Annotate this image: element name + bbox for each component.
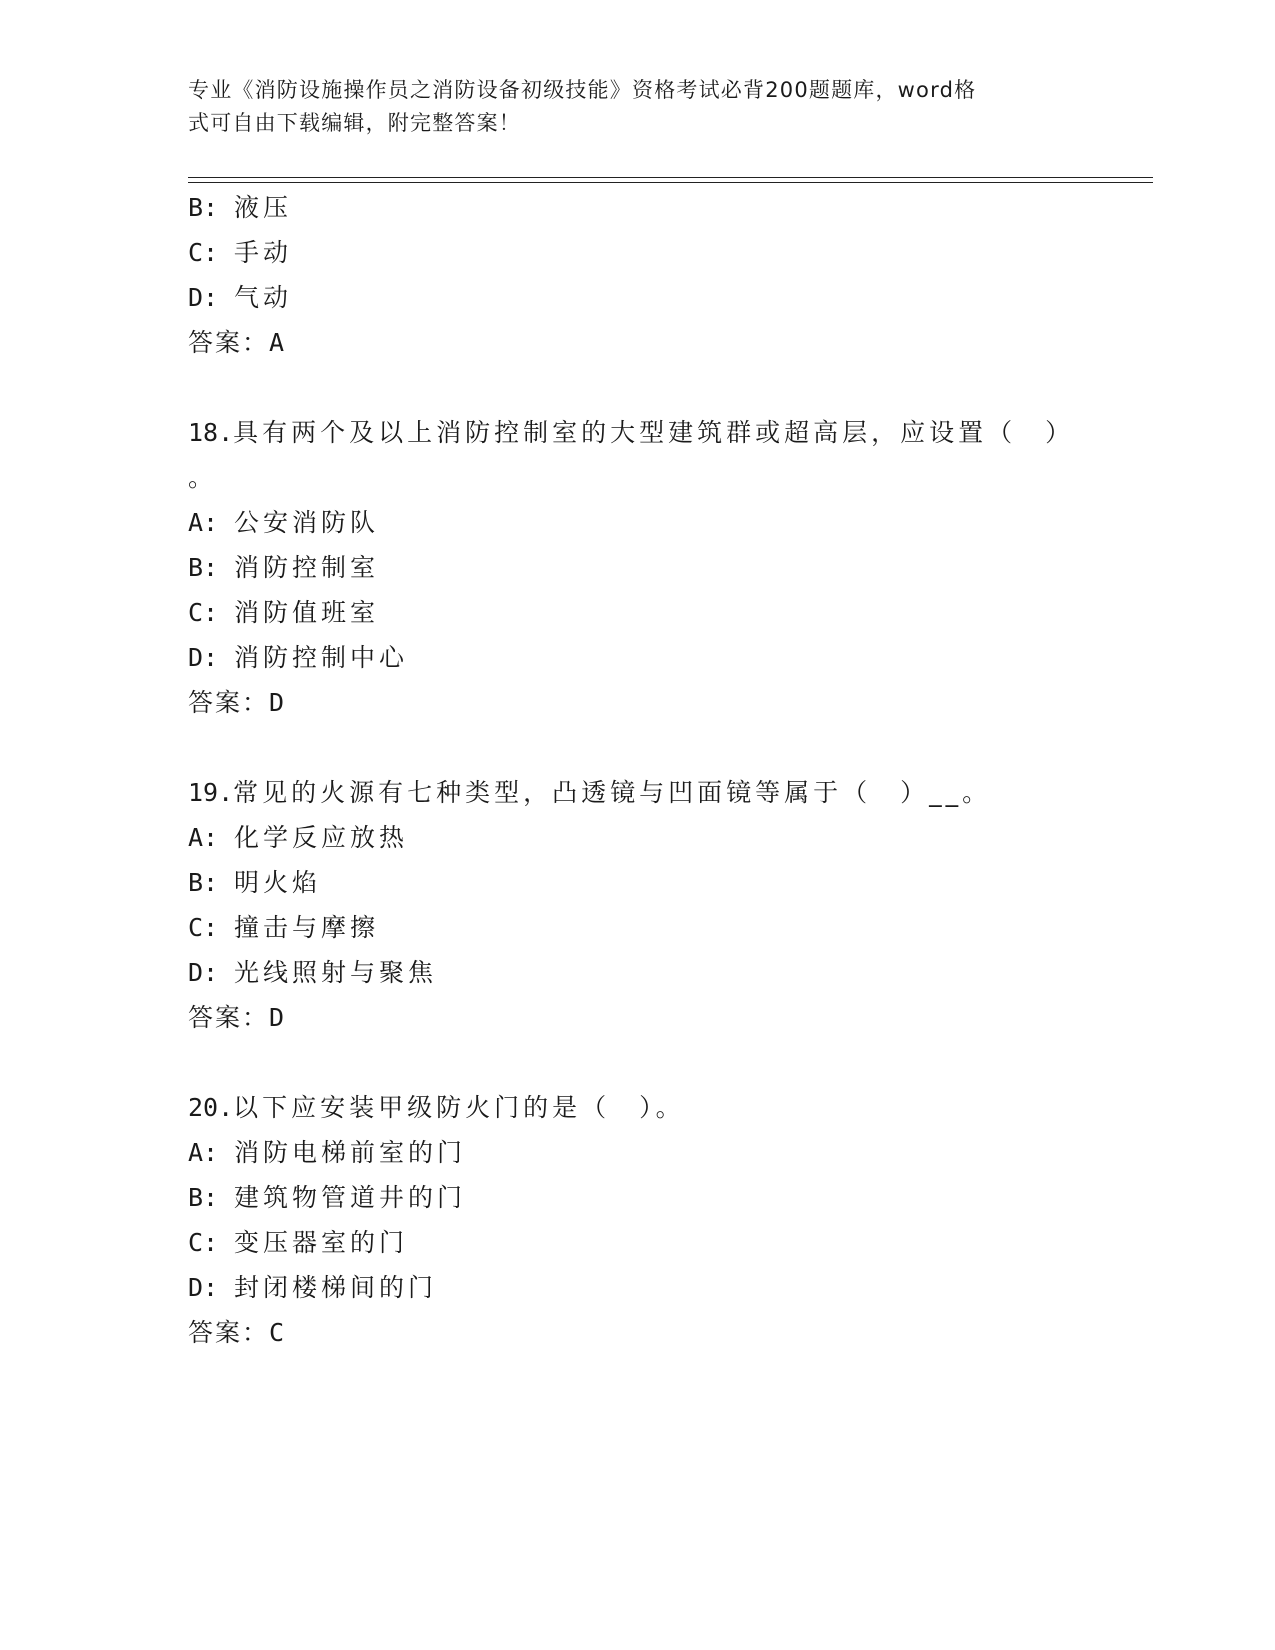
option-label: D: (188, 283, 219, 312)
option-text: 手动 (234, 238, 293, 267)
option-label: C: (188, 913, 219, 942)
question-number: 20. (188, 1093, 234, 1122)
answer-value: A (269, 328, 285, 357)
option-label: A: (188, 1138, 219, 1167)
answer-line (188, 687, 284, 719)
option-a (188, 1137, 466, 1169)
option-a (188, 822, 408, 854)
option-text: 消防控制中心 (234, 643, 409, 672)
header-line-1: 专业《消防设施操作员之消防设备初级技能》资格考试必背200题题库，word格 (188, 78, 977, 102)
answer-label: 答案： (188, 328, 270, 357)
option-text: 消防控制室 (234, 553, 380, 582)
option-d (188, 1272, 437, 1304)
question-text (188, 1092, 685, 1124)
option-c (188, 1227, 408, 1259)
option-label: C: (188, 1228, 219, 1257)
option-label: B: (188, 193, 219, 222)
option-label: D: (188, 643, 219, 672)
option-label: C: (188, 598, 219, 627)
answer-line (188, 327, 284, 359)
option-label: B: (188, 868, 219, 897)
option-text: 消防值班室 (234, 598, 380, 627)
option-label: A: (188, 823, 219, 852)
option-text: 建筑物管道井的门 (234, 1183, 467, 1212)
header-divider-top (188, 177, 1153, 178)
answer-value: D (269, 1003, 285, 1032)
option-label: D: (188, 1273, 219, 1302)
option-text: 化学反应放热 (234, 823, 409, 852)
option-text: 封闭楼梯间的门 (234, 1273, 438, 1302)
option-label: C: (188, 238, 219, 267)
option-c (188, 597, 379, 629)
option-text: 液压 (234, 193, 293, 222)
option-d (188, 642, 408, 674)
answer-line (188, 1317, 284, 1349)
option-c (188, 237, 292, 269)
question-text-continuation: 。 (188, 463, 218, 492)
option-label: D: (188, 958, 219, 987)
option-label: A: (188, 508, 219, 537)
option-label: B: (188, 553, 219, 582)
option-b (188, 552, 379, 584)
option-text: 气动 (234, 283, 293, 312)
question-text (188, 777, 991, 809)
option-label: B: (188, 1183, 219, 1212)
question-text (188, 417, 1074, 449)
question-stem: 以下应安装甲级防火门的是（ ）。 (233, 1093, 685, 1122)
answer-label: 答案： (188, 688, 270, 717)
header-line-2: 式可自由下载编辑，附完整答案！ (188, 111, 521, 135)
option-text: 撞击与摩擦 (234, 913, 380, 942)
question-stem: 具有两个及以上消防控制室的大型建筑群或超高层，应设置（ ） (233, 418, 1075, 447)
option-d (188, 957, 437, 989)
answer-line (188, 1002, 284, 1034)
question-stem: 常见的火源有七种类型，凸透镜与凹面镜等属于（ ）__。 (233, 778, 992, 807)
answer-label: 答案： (188, 1318, 270, 1347)
answer-label: 答案： (188, 1003, 270, 1032)
answer-value: D (269, 688, 285, 717)
question-number: 18. (188, 418, 234, 447)
option-text: 光线照射与聚焦 (234, 958, 438, 987)
option-b (188, 1182, 466, 1214)
option-a (188, 507, 379, 539)
option-text: 公安消防队 (234, 508, 380, 537)
document-header (188, 74, 1068, 140)
option-text: 明火焰 (234, 868, 322, 897)
option-text: 消防电梯前室的门 (234, 1138, 467, 1167)
option-c (188, 912, 379, 944)
header-divider-bottom (188, 182, 1153, 183)
option-b (188, 867, 321, 899)
question-number: 19. (188, 778, 234, 807)
option-d (188, 282, 292, 314)
answer-value: C (269, 1318, 285, 1347)
option-text: 变压器室的门 (234, 1228, 409, 1257)
option-b (188, 192, 292, 224)
